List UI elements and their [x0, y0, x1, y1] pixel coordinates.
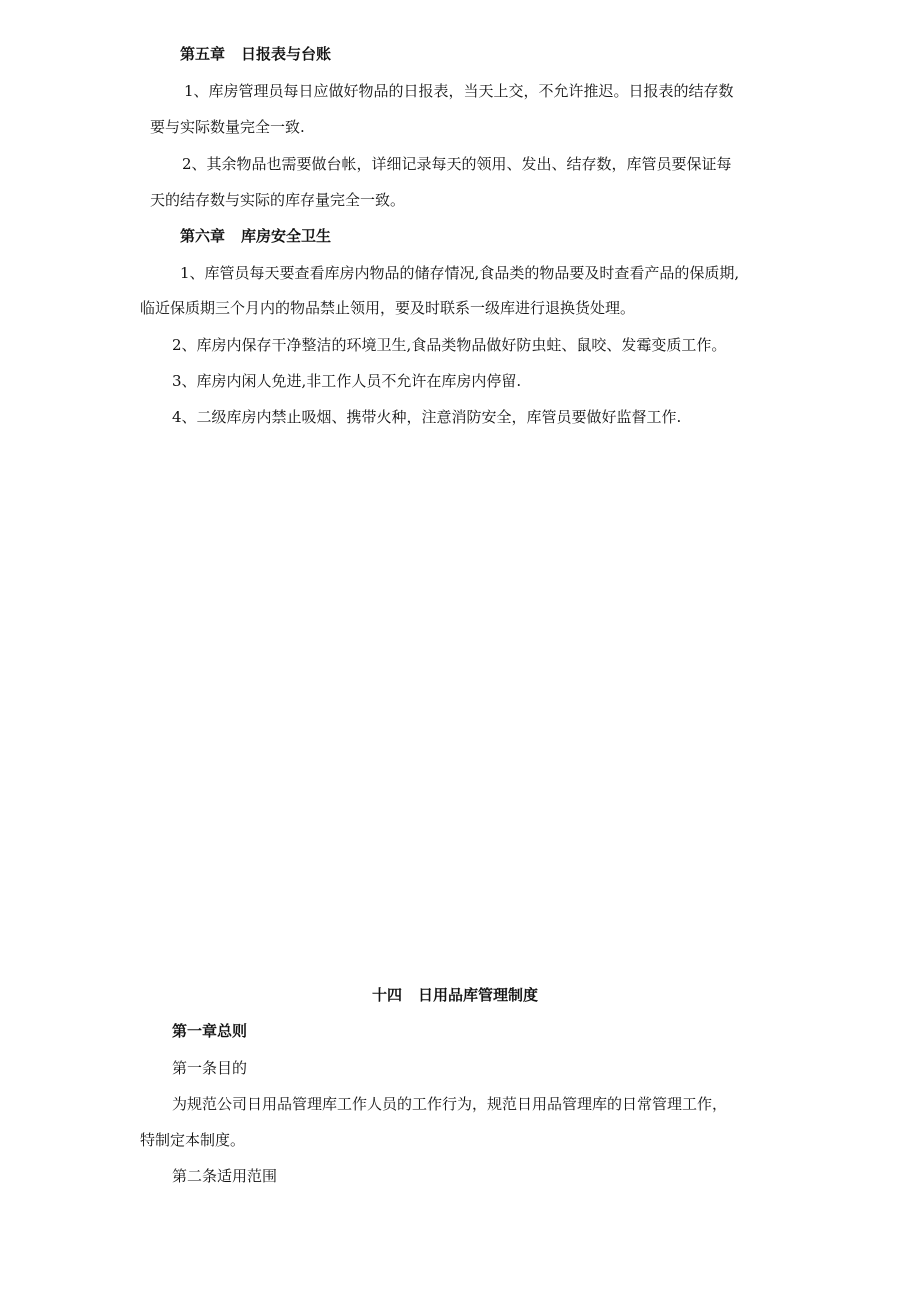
- chapter6-para4: 4、二级库房内禁止吸烟、携带火种，注意消防安全，库管员要做好监督工作.: [172, 408, 682, 426]
- chapter5-para1-line2: 要与实际数量完全一致.: [150, 118, 305, 136]
- chapter6-para3: 3、库房内闲人免进,非工作人员不允许在库房内停留.: [172, 372, 522, 390]
- section14-article1-heading: 第一条目的: [172, 1059, 248, 1077]
- chapter6-number: 第六章: [180, 227, 226, 245]
- section14-title: 日用品库管理制度: [418, 986, 539, 1004]
- chapter6-para2: 2、库房内保存干净整洁的环境卫生,食品类物品做好防虫蛀、鼠咬、发霉变质工作。: [172, 336, 727, 354]
- section14-number: 十四: [372, 986, 403, 1004]
- section14-article1-line1: 为规范公司日用品管理库工作人员的工作行为，规范日用品管理库的日常管理工作，: [172, 1095, 728, 1113]
- chapter5-para1-line1: 1、库房管理员每日应做好物品的日报表，当天上交，不允许推迟。日报表的结存数: [184, 82, 734, 100]
- chapter5-heading: [180, 44, 331, 64]
- chapter5-para2-line1: 2、其余物品也需要做台帐，详细记录每天的领用、发出、结存数，库管员要保证每: [182, 155, 732, 173]
- section14-article1-line2: 特制定本制度。: [140, 1131, 246, 1149]
- chapter5-number: 第五章: [180, 45, 226, 63]
- chapter6-para1-line2: 临近保质期三个月内的物品禁止领用，要及时联系一级库进行退换货处理。: [140, 299, 636, 317]
- chapter6-para1-line1: 1、库管员每天要查看库房内物品的储存情况,食品类的物品要及时查看产品的保质期,: [180, 264, 740, 282]
- chapter5-title: 日报表与台账: [241, 45, 332, 63]
- chapter6-heading: [180, 226, 331, 246]
- section14-heading: [372, 985, 538, 1005]
- chapter5-para2-line2: 天的结存数与实际的库存量完全一致。: [150, 191, 406, 209]
- chapter6-title: 库房安全卫生: [241, 227, 332, 245]
- section14-article2-heading: 第二条适用范围: [172, 1167, 278, 1185]
- section14-chapter1-heading: 第一章总则: [172, 1022, 248, 1040]
